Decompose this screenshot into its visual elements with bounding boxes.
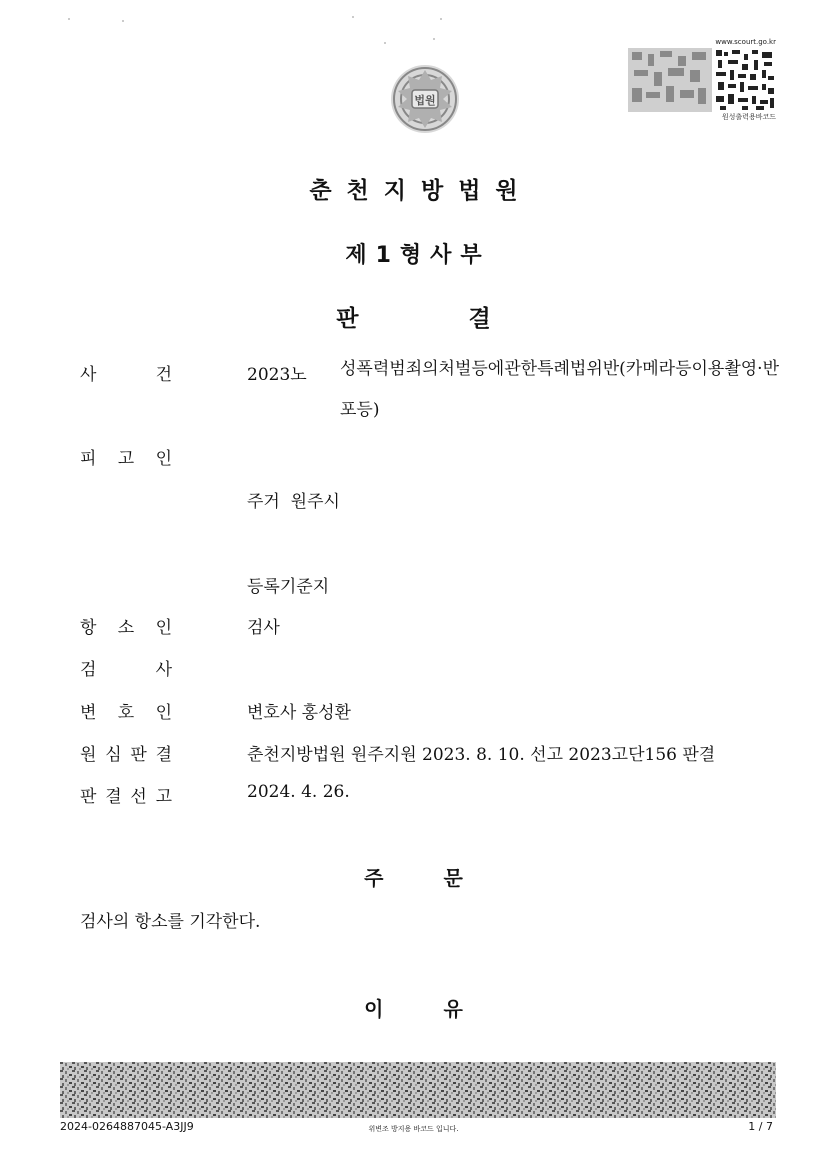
defendant-registry: 등록기준지 — [247, 577, 330, 597]
order-heading: 주문 — [364, 866, 523, 890]
label-char: 고 — [117, 449, 135, 469]
court-seal-icon — [384, 58, 466, 140]
document-id: 2024-0264887045-A3JJ9 — [60, 1120, 194, 1133]
label-char: 심 — [105, 745, 122, 765]
field-label-text — [80, 613, 172, 638]
qr-code-icon — [628, 48, 776, 112]
scan-speck — [440, 18, 442, 20]
document-type-text: 판결 — [336, 306, 601, 332]
field-label-defendant — [80, 444, 172, 469]
defendant-address: 주거 원주시 — [247, 492, 340, 512]
label-char: 사 — [155, 660, 172, 680]
label-char: 인 — [155, 703, 172, 723]
field-label-counsel — [80, 698, 172, 723]
label-char: 피 — [80, 449, 97, 469]
document-type — [0, 300, 827, 333]
scan-speck — [352, 16, 354, 18]
label-char: 결 — [105, 787, 122, 807]
field-label-text — [80, 698, 172, 723]
appellant-value: 검사 — [247, 618, 280, 638]
label-char: 호 — [117, 703, 135, 723]
label-char: 검 — [80, 660, 97, 680]
scan-speck — [68, 18, 70, 20]
label-char: 인 — [155, 618, 172, 638]
field-label-text — [80, 655, 172, 680]
field-label-pronouncement — [80, 782, 172, 807]
field-label-appellant — [80, 613, 172, 638]
seal-text: 법원 — [414, 94, 436, 107]
scan-speck — [122, 20, 124, 22]
field-label-text — [80, 360, 172, 385]
label-char: 소 — [117, 618, 135, 638]
label-char: 항 — [80, 618, 97, 638]
verification-qr-block — [628, 38, 776, 121]
label-char: 판 — [130, 745, 147, 765]
division-name: 제1형사부 — [345, 243, 491, 268]
label-char: 사 — [80, 365, 97, 385]
label-char: 원 — [80, 745, 97, 765]
label-char: 결 — [155, 745, 172, 765]
qr-url: www.scourt.go.kr — [715, 38, 776, 46]
label-char: 판 — [80, 787, 97, 807]
court-name: 춘천지방법원 — [309, 178, 533, 204]
counsel-value: 변호사 홍성환 — [247, 703, 351, 723]
page-number: 1 / 7 — [748, 1120, 773, 1133]
label-char: 인 — [155, 449, 172, 469]
case-number: 2023노 — [247, 365, 307, 385]
field-label-text — [80, 444, 172, 469]
field-label-original-judgment — [80, 740, 172, 765]
field-label-prosecutor — [80, 655, 172, 680]
label-char: 고 — [155, 787, 172, 807]
label-char: 변 — [80, 703, 97, 723]
pronouncement-value: 2024. 4. 26. — [247, 782, 350, 802]
case-name: 성폭력범죄의처벌등에관한특례법위반(카메라등이용촬영·반포등) — [340, 359, 780, 420]
label-char: 선 — [130, 787, 147, 807]
field-label-text — [80, 740, 172, 765]
barcode-note: 위변조 방지용 바코드 입니다. — [368, 1125, 459, 1133]
scan-speck — [433, 38, 435, 40]
field-label-text — [80, 782, 172, 807]
reasons-heading: 이유 — [364, 997, 523, 1021]
field-label-case — [80, 360, 172, 385]
qr-caption: 원성출력용바코드 — [721, 113, 776, 121]
scan-speck — [384, 42, 386, 44]
label-char: 건 — [155, 365, 172, 385]
order-text: 검사의 항소를 기각한다. — [80, 912, 261, 932]
original-judgment-value: 춘천지방법원 원주지원 2023. 8. 10. 선고 2023고단156 판결 — [247, 745, 716, 765]
anti-forgery-barcode — [60, 1062, 776, 1118]
